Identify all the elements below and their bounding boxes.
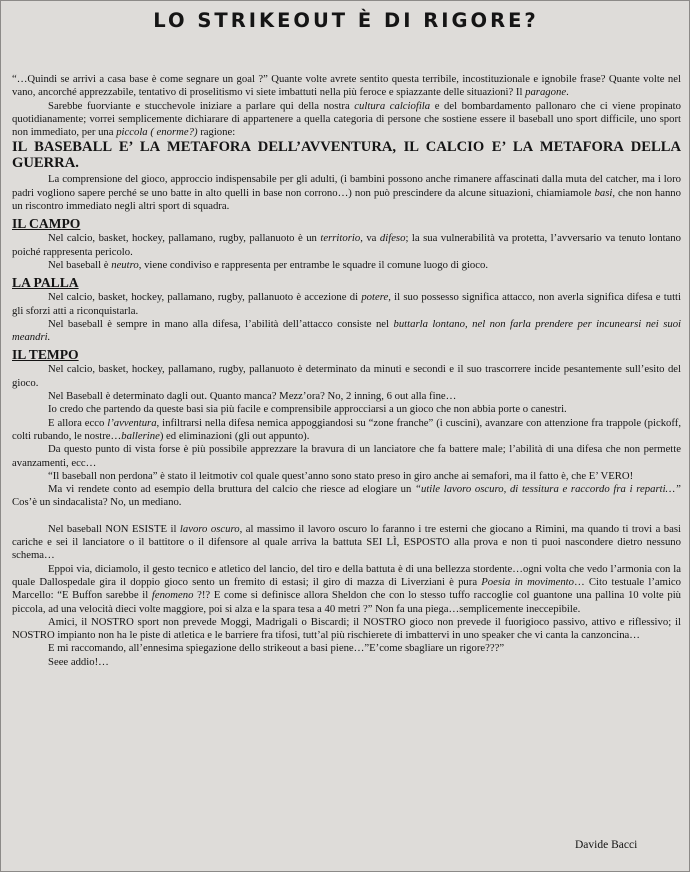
text-run: E mi raccomando, all’ennesima spiegazione dello strikeout a basi piene…”E’come sbagliare un rigore???”	[48, 642, 505, 655]
paragraph	[12, 523, 681, 563]
text-run: ) ed eliminazioni (gli out appunto).	[159, 429, 310, 442]
italic-text: piccola ( enorme?)	[116, 126, 198, 139]
text-run: Nel calcio, basket, hockey, pallamano, rugby, pallanuoto è un	[48, 232, 321, 245]
text-run: Nel baseball è sempre in mano alla difesa, l’abilità dell’attacco consiste nel	[48, 317, 394, 330]
paragraph	[12, 232, 681, 259]
section-heading	[12, 275, 681, 290]
text-run: Seee addio!…	[48, 655, 109, 668]
thesis-heading	[12, 139, 681, 171]
text-run: Nel baseball NON ESISTE il	[48, 522, 180, 535]
section-heading	[12, 347, 681, 362]
text-run: Ma vi rendete conto ad esempio della bruttura del calcio che riesce ad elogiare un	[48, 483, 416, 496]
paragraph	[12, 616, 681, 643]
text-run: Amici, il NOSTRO sport non prevede Moggi, Madrigali o Biscardi; il NOSTRO gioco non prevede il fuorigioco passivo, attivo e riflessivo; il NOSTRO impianto non ha le piste di atletica e le barriere fra tifosi, tutt’al più rischierete di imbattervi in uno speaker che vi canta la canzoncina…	[12, 615, 681, 642]
text-run: , viene condiviso e rappresenta per entrambe le squadre il comune luogo di gioco.	[138, 258, 489, 271]
italic-text: basi	[594, 186, 613, 199]
paragraph	[12, 259, 681, 272]
article-body	[12, 73, 681, 669]
text-run: , va	[360, 232, 380, 245]
text-run: , il suo possesso significa attacco, non averla significa difesa e tutti gli sforzi atti a riconquistarla.	[12, 291, 681, 317]
paragraph	[12, 318, 681, 345]
text-run: ragione:	[197, 126, 236, 139]
paragraph	[12, 173, 681, 213]
text-run: … Cito testuale l’amico Marcello: “E Buffon sarebbe il	[12, 575, 681, 602]
paragraph	[12, 483, 681, 510]
author-signature: Davide Bacci	[575, 839, 638, 851]
paragraph	[12, 642, 681, 655]
section-heading	[12, 216, 681, 231]
italic-text: l’avventura	[107, 416, 157, 429]
text-run: Nel Baseball è determinato dagli out. Quanto manca? Mezz’ora? No, 2 inning, 6 out alla fine…	[48, 390, 457, 403]
italic-text: fenomeno	[151, 589, 194, 602]
paragraph	[12, 73, 681, 100]
italic-text: paragone	[525, 86, 567, 99]
italic-text: Poesia in movimento	[481, 575, 574, 588]
text-run: Sarebbe fuorviante e stucchevole iniziare a parlare qui della nostra	[48, 99, 355, 112]
text-run: Da questo punto di vista forse è più possibile apprezzare la bravura di un lanciatore che fa battere male; l’abilità di una difesa che non permette avanzamenti, ecc…	[12, 443, 681, 469]
italic-text: “utile lavoro oscuro, di tessitura e raccordo fra i reparti…”	[415, 483, 681, 496]
text-run: , al massimo il lavoro oscuro lo faranno i tre esterni che giocano a Rimini, ma quando ti trovi a basi cariche e sei il lanciatore o il battitore o il difensore al quale arriva la battuta SEI LÌ, ESPOSTO alla prova e non ti puoi nascondere dietro nessuno schema…	[12, 522, 681, 562]
paragraph	[12, 470, 681, 483]
article-title: LO STRIKEOUT È DI RIGORE?	[153, 9, 539, 32]
text-run: e del bombardamento pallonaro che ci viene propinato quotidianamente; vorrei semplicemente dichiarare di appartenere a quella categoria di persone che sostiene essere il baseball uno sport difficile, uno sport non immediato, per una	[12, 99, 681, 139]
text-run: LA PALLA	[12, 275, 79, 291]
text-run: Nel calcio, basket, hockey, pallamano, rugby, pallanuoto è accezione di	[48, 291, 362, 304]
text-run: ?!? E come si definisce allora Sheldon che con lo stesso tuffo raccoglie col guantone una pallina 10 volte più piccola, ad una velocità dieci volte maggiore, poi si alza e la spara tesa a 40 metri ?” Non fa una piega…semplicemente ineccepibile.	[12, 589, 682, 615]
text-run: .	[566, 86, 569, 99]
text-run: “Il baseball non perdona” è stato il leitmotiv col quale quest’anno sono stato preso in giro anche ai semafori, ma il fatto è, che E’ VERO!	[48, 469, 634, 482]
text-run: Nel baseball è	[48, 258, 112, 271]
italic-text: territorio	[320, 232, 361, 245]
text-run: Nel calcio, basket, hockey, pallamano, rugby, pallanuoto è determinato da minuti e secondi e il suo trascorrere incide pesantemente sull’esito del gioco.	[12, 363, 681, 389]
text-run: , infiltrarsi nella difesa nemica appoggiandosi su “zone franche” (i cuscini), avanzare con attenzione fra trappole (pickoff, colti rubando, le nostre…	[12, 416, 681, 442]
italic-text: difeso	[379, 232, 406, 245]
paragraph	[12, 390, 681, 403]
italic-text: neutro	[111, 258, 139, 271]
italic-text: ballerine	[121, 429, 160, 442]
text-run: , che non hanno un riscontro immediato negli altri sport di squadra.	[12, 186, 681, 213]
text-run: Cos’è un sindacalista? No, un mediano.	[12, 496, 182, 509]
paragraph-gap	[12, 510, 681, 523]
paragraph	[12, 403, 681, 416]
italic-text: potere	[361, 291, 389, 304]
paragraph	[12, 100, 681, 140]
paragraph	[12, 443, 681, 470]
text-run: IL TEMPO	[12, 347, 79, 363]
paragraph	[12, 291, 681, 318]
paragraph	[12, 417, 681, 444]
text-run: Io credo che partendo da queste basi sia più facile e comprensibile approcciarsi a un gioco che non abbia porte o canestri.	[48, 403, 567, 416]
paragraph	[12, 363, 681, 390]
text-run: La comprensione del gioco, approccio indispensabile per gli adulti, (i bambini possono anche rimanere affascinati dalla muta del catcher, ma i loro padri vogliono sapere perché se uno batte in alto quelli in base non corrono…) non può prescindere da alcune situazioni, chiamiamole	[12, 173, 681, 199]
paragraph	[12, 656, 681, 669]
text-run: IL BASEBALL E’ LA METAFORA DELL’AVVENTURA, IL CALCIO E’ LA METAFORA DELLA GUERRA.	[12, 139, 681, 172]
text-run: ; la sua vulnerabilità va protetta, l’avversario va tenuto lontano poiché rappresenta pericolo.	[12, 232, 681, 258]
text-run: “…Quindi se arrivi a casa base è come segnare un goal ?” Quante volte avrete sentito questa terribile, incostituzionale e ignobile frase? Quante volte nel vano, ancorché apprezzabile, tentativo di proselitismo vi siete imbattuti nella più feroce e spiazzante delle situazioni? Il	[12, 73, 681, 99]
text-run: E allora ecco	[48, 416, 108, 429]
italic-text: buttarla lontano, nel non farla prendere per incunearsi nei suoi meandri.	[12, 317, 682, 344]
text-run: Eppoi via, diciamolo, il gesto tecnico e atletico del lancio, del tiro e della battuta è di una bellezza stordente…ogni volta che vedo l’armonia con la quale Dallospedale gira il doppio gioco sento un fremito di estasi; il giro di mazza di Liverziani è pura	[12, 562, 681, 588]
italic-text: lavoro oscuro	[179, 522, 240, 535]
italic-text: cultura calciofila	[354, 99, 431, 112]
paragraph	[12, 563, 681, 616]
text-run: IL CAMPO	[12, 216, 81, 232]
